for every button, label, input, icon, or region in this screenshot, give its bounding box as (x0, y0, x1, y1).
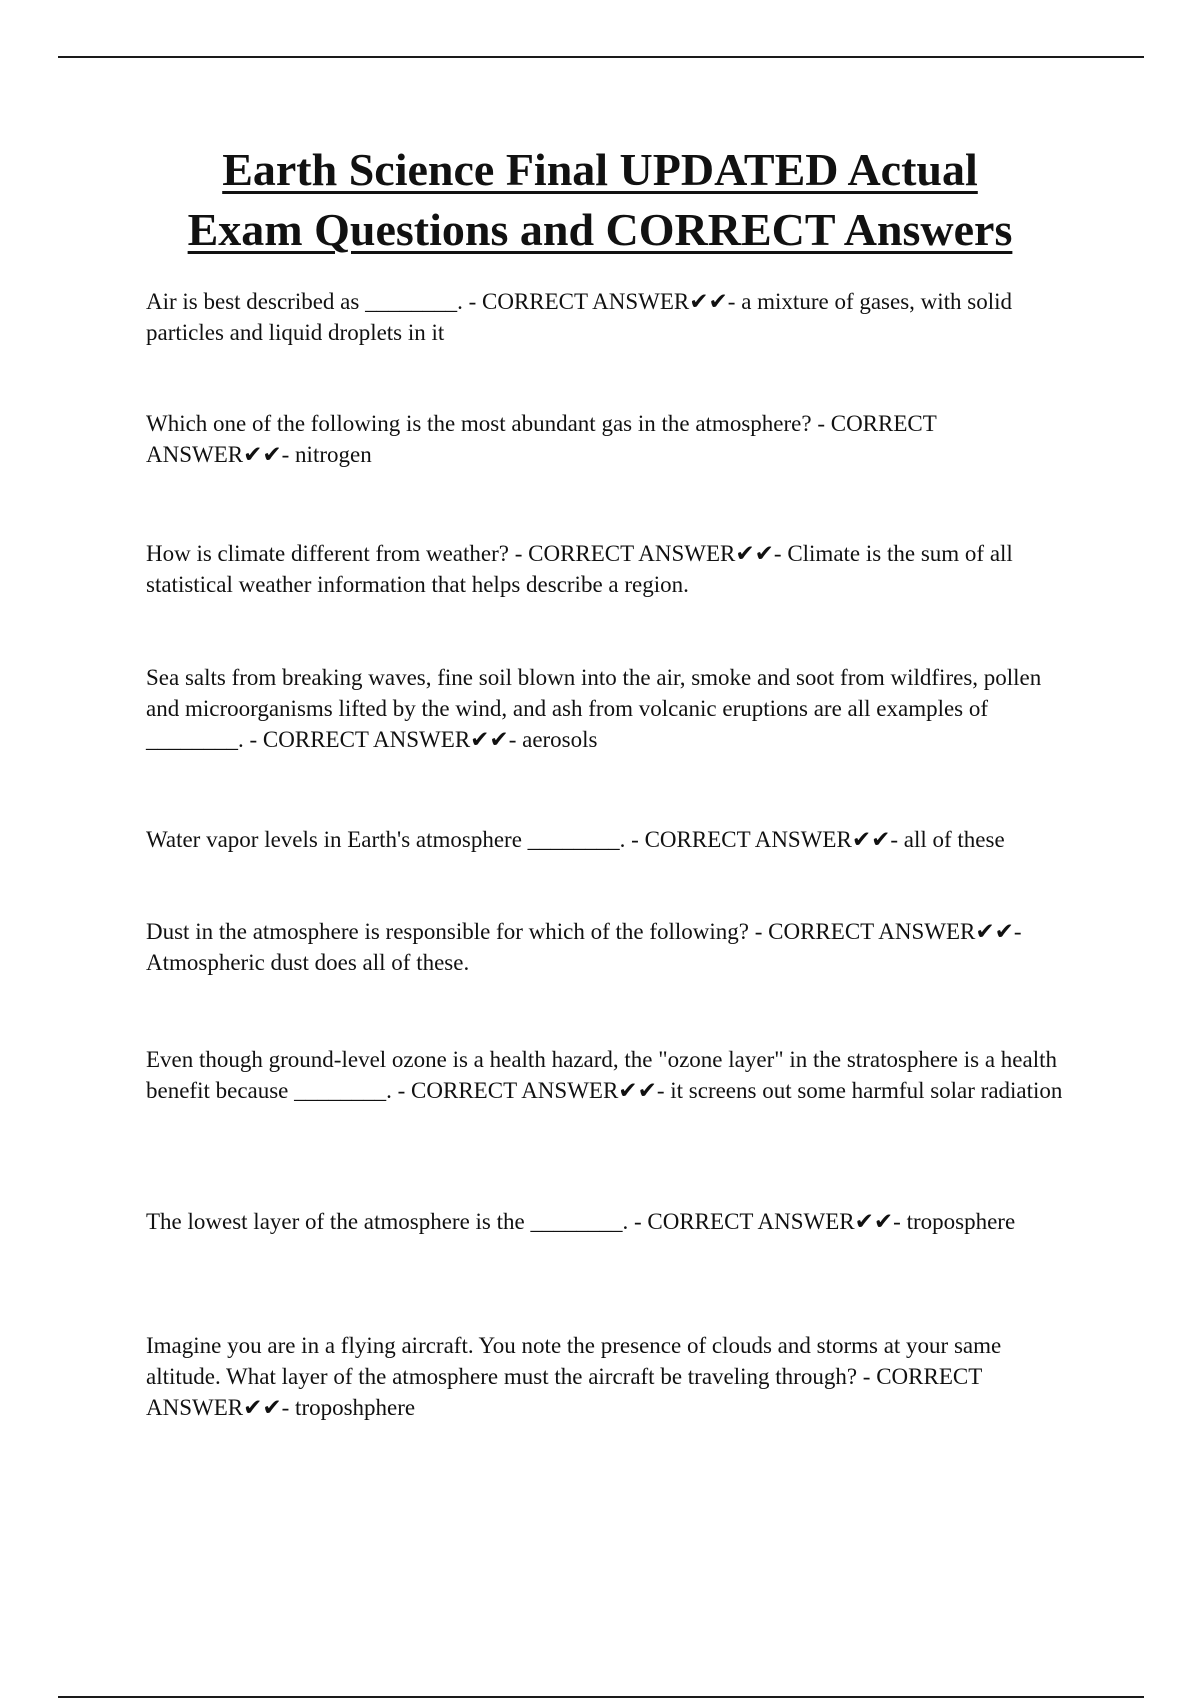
qa-item-6: Dust in the atmosphere is responsible for which of the following? - CORRECT ANSWER✔✔- Atmospheric dust does all of these. (146, 919, 1022, 975)
qa-item-7: Even though ground-level ozone is a health hazard, the "ozone layer" in the stratosphere is a health benefit because ________. - CORRECT ANSWER✔✔- it screens out some harmful solar radiation (146, 1047, 1063, 1103)
title-line-2: Exam Questions and CORRECT Answers (187, 204, 1013, 255)
qa-item-8: The lowest layer of the atmosphere is the ________. - CORRECT ANSWER✔✔- troposphere (146, 1209, 1016, 1234)
qa-item-1: Air is best described as ________. - CORRECT ANSWER✔✔- a mixture of gases, with solid particles and liquid droplets in it (146, 289, 1013, 345)
bottom-divider (58, 1696, 1144, 1698)
top-divider (58, 56, 1144, 58)
qa-item-4: Sea salts from breaking waves, fine soil blown into the air, smoke and soot from wildfires, pollen and microorganisms lifted by the wind, and ash from volcanic eruptions are all examples of ________. - CORRECT ANSWER✔✔- aerosols (146, 665, 1042, 752)
qa-item-5: Water vapor levels in Earth's atmosphere ________. - CORRECT ANSWER✔✔- all of these (146, 827, 1005, 852)
qa-item-9: Imagine you are in a flying aircraft. You note the presence of clouds and storms at your same altitude. What layer of the atmosphere must the aircraft be traveling through? - CORRECT ANSWER✔✔- troposhphere (146, 1333, 1002, 1420)
document-title (100, 140, 1100, 260)
qa-item-3: How is climate different from weather? - CORRECT ANSWER✔✔- Climate is the sum of all statistical weather information that helps describe a region. (146, 541, 1013, 597)
qa-item-2: Which one of the following is the most abundant gas in the atmosphere? - CORRECT ANSWER✔✔- nitrogen (146, 411, 937, 467)
title-line-1: Earth Science Final UPDATED Actual (222, 144, 978, 195)
